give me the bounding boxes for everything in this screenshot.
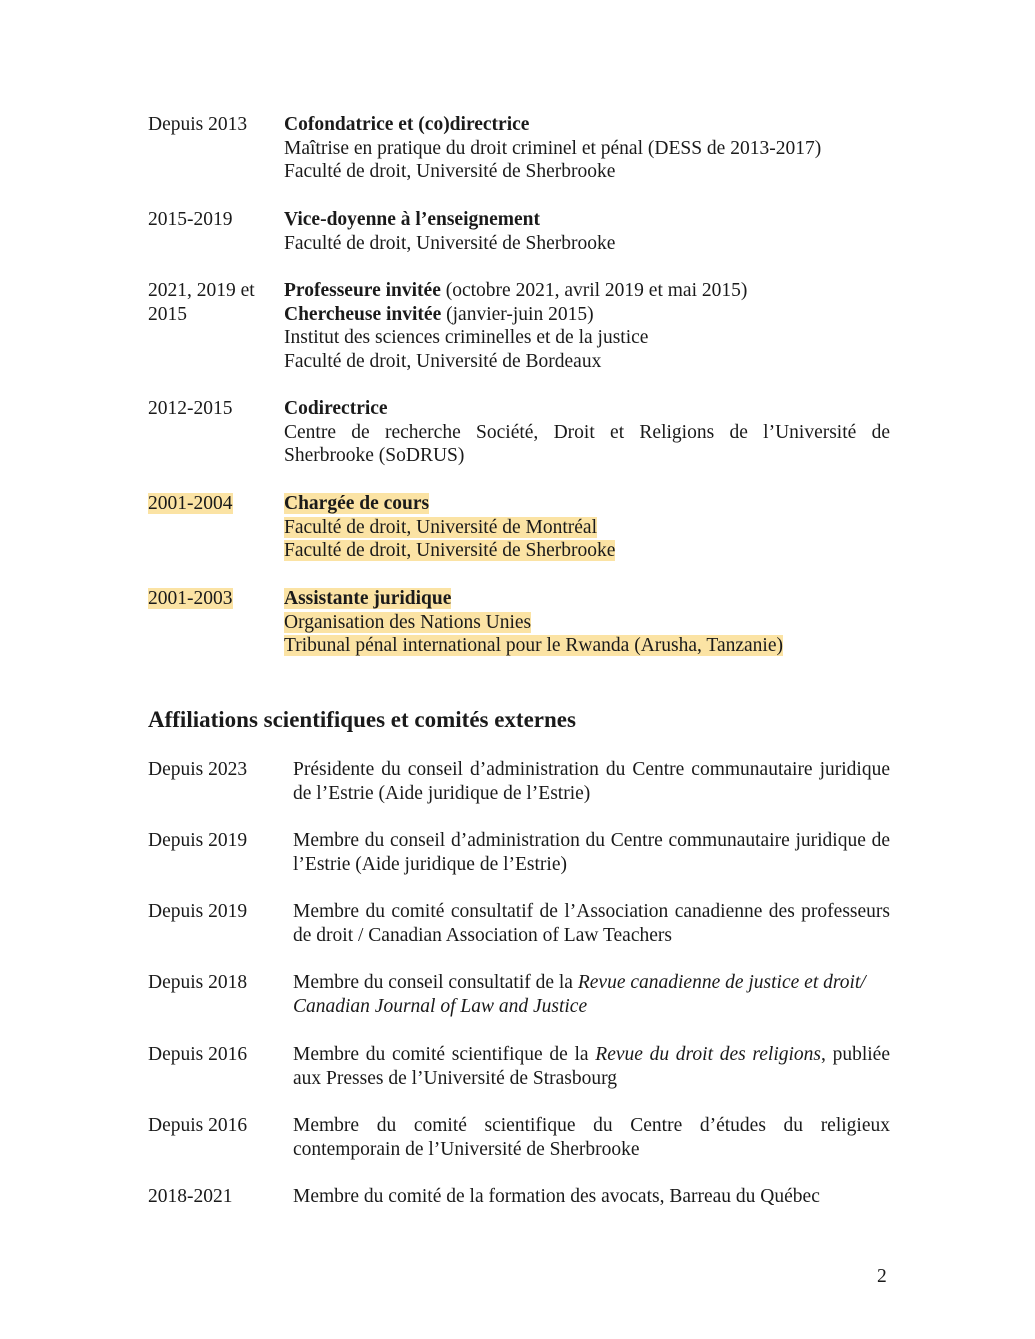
entry-text: Présidente du conseil d’administration du Centre communautaire juridique de l’Estrie (Aide juridique de l’Estrie) xyxy=(293,759,890,804)
entry-body xyxy=(284,208,890,255)
entry-title: Cofondatrice et (co)directrice xyxy=(284,114,530,135)
entry-date: 2021, 2019 et 2015 xyxy=(148,280,255,325)
entry-line: Faculté de droit, Université de Sherbrooke xyxy=(284,540,616,561)
entry-title: Chercheuse invitée xyxy=(284,303,442,325)
entry-text: Membre du conseil consultatif de la Revue canadienne de justice et droit/ Canadian Journal of Law and Justice xyxy=(293,972,866,1017)
entry-line: Organisation des Nations Unies xyxy=(284,611,532,633)
entry-title-note: (janvier-juin 2015) xyxy=(441,303,594,325)
entry-line: Institut des sciences criminelles et de la justice xyxy=(284,327,649,348)
entry-line: Maîtrise en pratique du droit criminel et pénal (DESS de 2013-2017) xyxy=(284,137,822,159)
entry-date: Depuis 2018 xyxy=(148,972,248,993)
entry-line: Faculté de droit, Université de Bordeaux xyxy=(284,350,602,372)
entry-text: Membre du comité de la formation des avocats, Barreau du Québec xyxy=(293,1186,820,1207)
entry-line: Tribunal pénal international pour le Rwanda (Arusha, Tanzanie) xyxy=(284,635,783,656)
entry-title: Codirectrice xyxy=(284,398,388,419)
entry-date: 2001-2003 xyxy=(148,588,233,609)
page-number: 2 xyxy=(877,1266,887,1287)
entry-date: Depuis 2019 xyxy=(148,830,248,851)
entry-body xyxy=(284,587,890,658)
entry-line: Faculté de droit, Université de Montréal xyxy=(284,516,597,538)
entry-line: Faculté de droit, Université de Sherbrooke xyxy=(284,161,616,182)
entry-title-note: (octobre 2021, avril 2019 et mai 2015) xyxy=(440,280,748,301)
entry-line: Centre de recherche Société, Droit et Religions de l’Université de Sherbrooke (SoDRUS) xyxy=(284,421,890,466)
entry-title-line xyxy=(284,303,890,327)
entry-date: 2015-2019 xyxy=(148,209,233,230)
entry-text: Membre du comité scientifique de la Revue du droit des religions, publiée aux Presses de l’Université de Strasbourg xyxy=(293,1044,890,1089)
entry-text: Membre du comité scientifique du Centre d’études du religieux contemporain de l’Université de Sherbrooke xyxy=(293,1115,890,1160)
entry-date: Depuis 2016 xyxy=(148,1044,248,1065)
entry-title: Chargée de cours xyxy=(284,493,430,514)
journal-title: Revue du droit des religions xyxy=(595,1044,822,1065)
entry-date: 2018-2021 xyxy=(148,1186,233,1207)
entry-text: Membre du conseil d’administration du Centre communautaire juridique de l’Estrie (Aide juridique de l’Estrie) xyxy=(293,830,890,875)
entry-title: Assistante juridique xyxy=(284,588,452,609)
entry-date: Depuis 2019 xyxy=(148,901,248,922)
entry-title: Vice-doyenne à l’enseignement xyxy=(284,209,540,230)
entry-date: 2012-2015 xyxy=(148,398,233,419)
journal-title: Revue canadienne de justice et droit/ Canadian Journal of Law and Justice xyxy=(293,972,866,1017)
entry-date: 2001-2004 xyxy=(148,493,233,514)
entry-body xyxy=(284,113,890,184)
entry-body xyxy=(284,492,890,563)
entry-date: Depuis 2013 xyxy=(148,114,248,135)
entry-text: Membre du comité consultatif de l’Association canadienne des professeurs de droit / Canadian Association of Law Teachers xyxy=(293,901,890,946)
entry-date: Depuis 2023 xyxy=(148,759,248,780)
entry-date: Depuis 2016 xyxy=(148,1115,248,1136)
entry-line: Faculté de droit, Université de Sherbrooke xyxy=(284,232,616,254)
entry-body xyxy=(284,279,890,373)
entry-body xyxy=(284,397,890,468)
entry-title-line xyxy=(284,279,890,303)
entry-title: Professeure invitée xyxy=(284,280,441,301)
section-heading: Affiliations scientifiques et comités externes xyxy=(148,707,576,732)
